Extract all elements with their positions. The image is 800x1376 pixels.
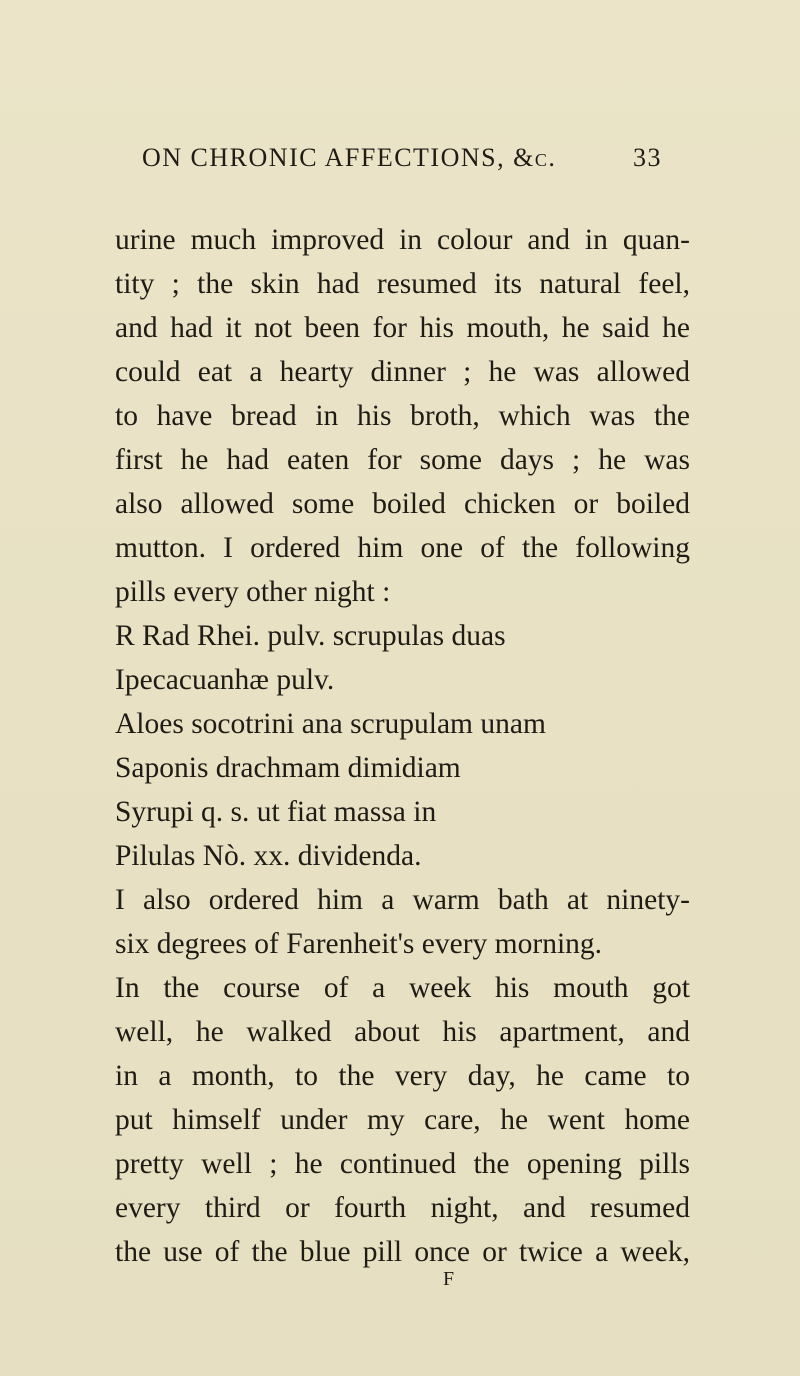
text-line: six degrees of Farenheit's every morning. (115, 928, 603, 960)
running-title: ON CHRONIC AFFECTIONS, &c. (142, 143, 557, 172)
text-line: I also ordered him a warm bath at ninety- (115, 884, 690, 916)
body-text (115, 218, 690, 1274)
text-line: well, he walked about his apartment, and (115, 1016, 690, 1048)
text-line: tity ; the skin had resumed its natural feel, (115, 268, 690, 300)
text-line: mutton. I ordered him one of the following (115, 532, 690, 564)
text-line: to have bread in his broth, which was the (115, 400, 690, 432)
prescription-line: Ipecacuanhæ pulv. (115, 664, 335, 696)
running-header (142, 143, 662, 183)
prescription-line: Saponis drachmam dimidiam (115, 752, 461, 784)
prescription-line: Syrupi q. s. ut fiat massa in (115, 796, 437, 828)
text-line: first he had eaten for some days ; he was (115, 444, 690, 476)
signature-mark: F (443, 1268, 455, 1290)
text-line: put himself under my care, he went home (115, 1104, 690, 1136)
prescription-line: Pilulas Nò. xx. dividenda. (115, 840, 422, 872)
text-line: pretty well ; he continued the opening pills (115, 1148, 690, 1180)
text-line: in a month, to the very day, he came to (115, 1060, 690, 1092)
text-line: also allowed some boiled chicken or boiled (115, 488, 690, 520)
text-line: In the course of a week his mouth got (115, 972, 690, 1004)
text-line: urine much improved in colour and in quan- (115, 224, 690, 256)
text-line: could eat a hearty dinner ; he was allowed (115, 356, 690, 388)
page-number: 33 (633, 143, 662, 172)
text-line: the use of the blue pill once or twice a week, (115, 1236, 690, 1268)
text-line: pills every other night : (115, 576, 391, 608)
prescription-line: R Rad Rhei. pulv. scrupulas duas (115, 620, 506, 652)
prescription-line: Aloes socotrini ana scrupulam unam (115, 708, 546, 740)
text-line: every third or fourth night, and resumed (115, 1192, 690, 1224)
text-line: and had it not been for his mouth, he said he (115, 312, 690, 344)
